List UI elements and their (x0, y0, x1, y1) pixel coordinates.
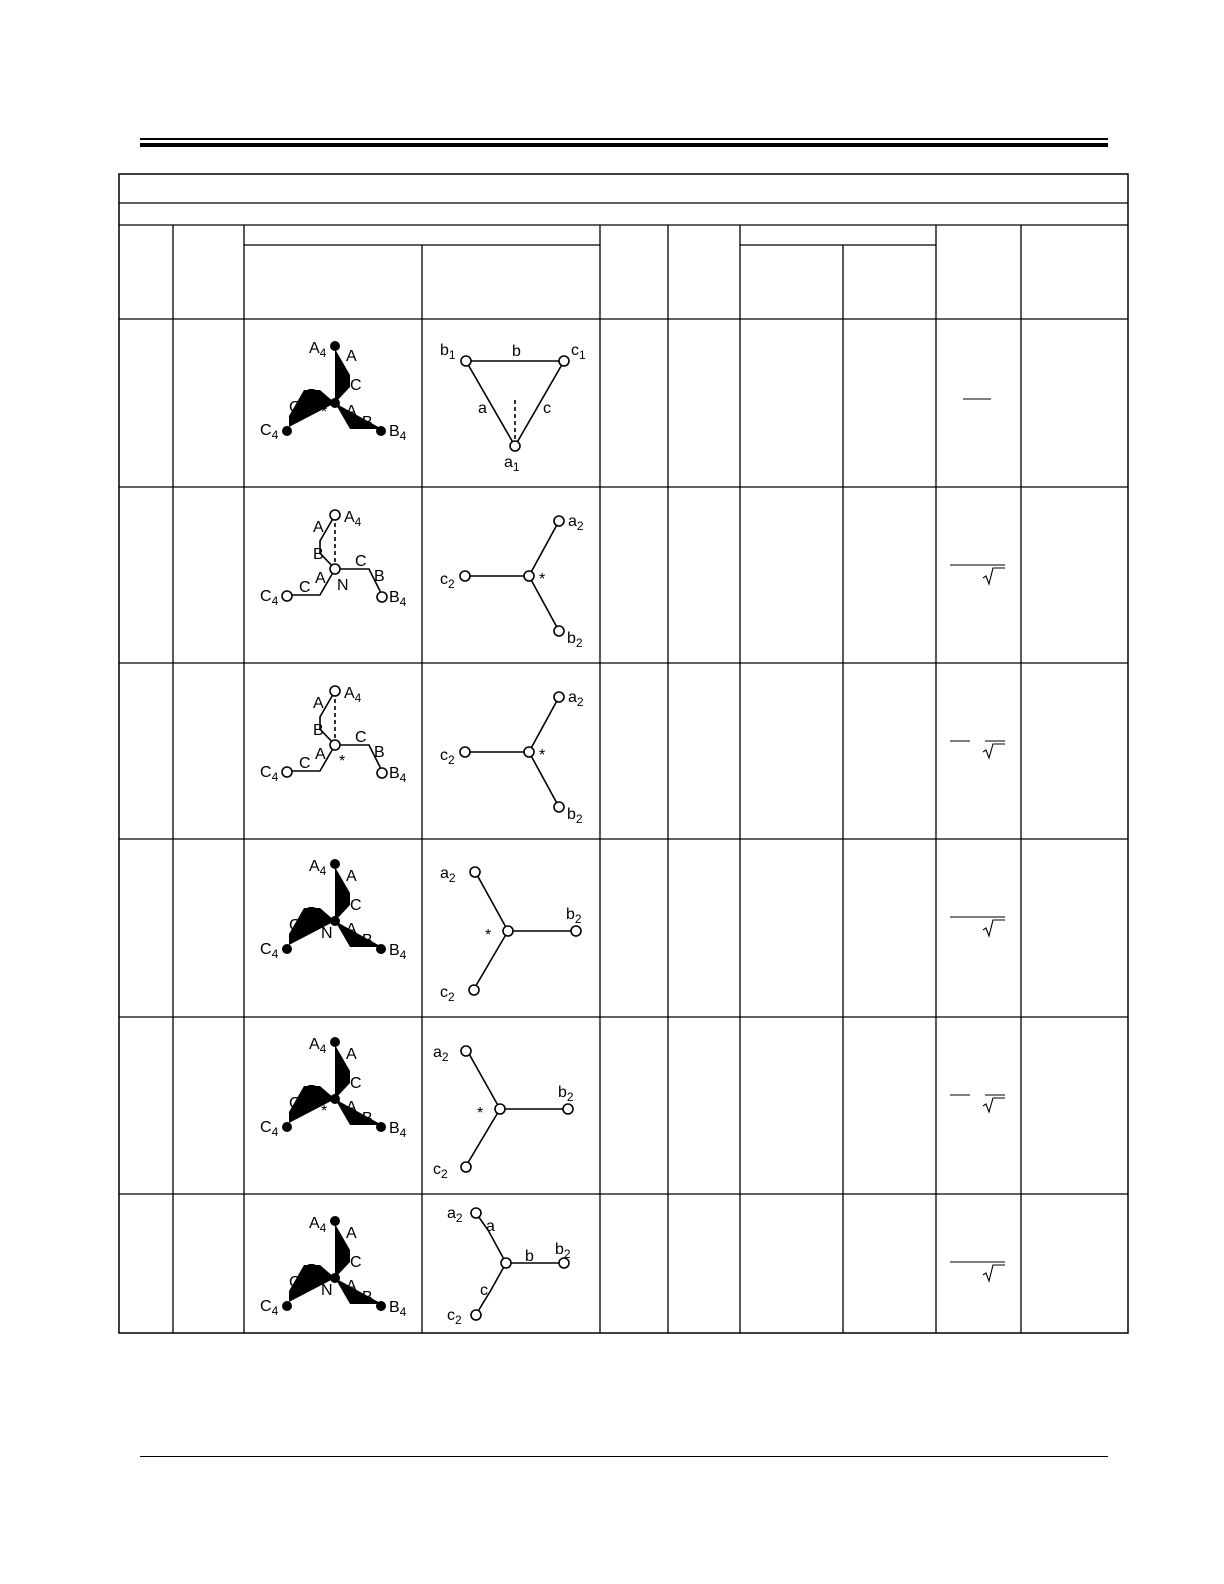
label-B4: $B_4$ (389, 423, 407, 443)
star-mark: * (477, 1105, 484, 1122)
label-C4: $C_4$ (260, 941, 279, 961)
label-b2: $b_2$ (567, 806, 583, 826)
label-A4: $A_4$ (309, 1036, 327, 1056)
label-c1: $c_1$ (571, 342, 586, 362)
label-A: A (346, 1225, 357, 1242)
star-mark: * (321, 1103, 328, 1120)
label-C4: $C_4$ (260, 1119, 279, 1139)
label-A4: $A_4$ (309, 1215, 327, 1235)
star-mark: * (339, 753, 346, 770)
label-B: B (307, 387, 318, 404)
hv-winding-diagram-2 (260, 509, 407, 609)
label-A: A (315, 746, 326, 763)
label-B: B (362, 1289, 373, 1306)
label-a: a (478, 400, 487, 417)
label-b2: $b_2$ (555, 1241, 571, 1261)
label-C: C (299, 579, 311, 596)
label-B: B (307, 1262, 318, 1279)
label-a2: $a_2$ (433, 1044, 449, 1064)
label-b: b (525, 1248, 534, 1265)
label-N: N (321, 925, 333, 942)
table-grid (119, 174, 1128, 1333)
label-B: B (362, 932, 373, 949)
lv-winding-diagram-4 (440, 865, 582, 1004)
label-a2: $a_2$ (568, 689, 584, 709)
label-A: A (346, 1099, 357, 1116)
label-A4: $A_4$ (344, 685, 362, 705)
label-B: B (313, 546, 324, 563)
ratio-radical-6 (950, 1262, 1005, 1281)
label-C: C (350, 1254, 362, 1271)
label-B4: $B_4$ (389, 1299, 407, 1319)
label-B: B (374, 744, 385, 761)
label-c2: $c_2$ (447, 1307, 462, 1327)
label-c2: $c_2$ (440, 984, 455, 1004)
label-b2: $b_2$ (566, 906, 582, 926)
label-a: a (486, 1218, 495, 1235)
label-c2: $c_2$ (440, 571, 455, 591)
lv-winding-diagram-5 (433, 1044, 574, 1181)
hv-winding-diagram-1 (260, 340, 407, 443)
label-C4: $C_4$ (260, 422, 279, 442)
label-A: A (313, 519, 324, 536)
label-B4: $B_4$ (389, 765, 407, 785)
label-c2: $c_2$ (433, 1161, 448, 1181)
footer-rule (140, 1456, 1108, 1457)
lv-winding-diagram-6 (447, 1205, 571, 1327)
label-B: B (362, 414, 373, 431)
label-A4: $A_4$ (309, 340, 327, 360)
label-B: B (307, 1083, 318, 1100)
label-A: A (346, 921, 357, 938)
ratio-radical-2 (950, 565, 1005, 584)
label-A: A (346, 348, 357, 365)
label-A: A (315, 570, 326, 587)
label-C: C (289, 1095, 301, 1112)
label-A: A (346, 1046, 357, 1063)
label-a2: $a_2$ (568, 513, 584, 533)
star-mark: * (321, 404, 328, 421)
hv-winding-diagram-6 (260, 1215, 407, 1319)
label-B4: $B_4$ (389, 942, 407, 962)
label-B: B (374, 568, 385, 585)
label-b2: $b_2$ (567, 630, 583, 650)
label-b2: $b_2$ (558, 1084, 574, 1104)
label-C4: $C_4$ (260, 588, 279, 608)
label-B4: $B_4$ (389, 1120, 407, 1140)
label-A: A (346, 1278, 357, 1295)
star-mark: * (539, 571, 546, 588)
lv-winding-diagram-1 (440, 342, 586, 474)
label-c: c (480, 1282, 488, 1299)
star-mark: * (485, 927, 492, 944)
label-C: C (289, 1274, 301, 1291)
label-N: N (337, 577, 349, 594)
ratio-radical-3 (950, 741, 1005, 758)
label-A: A (346, 403, 357, 420)
star-mark: * (539, 747, 546, 764)
label-a1: $a_1$ (504, 454, 520, 474)
label-C: C (355, 729, 367, 746)
lv-winding-diagram-2 (440, 513, 584, 650)
label-C4: $C_4$ (260, 1298, 279, 1318)
label-B: B (362, 1110, 373, 1127)
label-A4: $A_4$ (344, 509, 362, 529)
label-C4: $C_4$ (260, 764, 279, 784)
label-c2: $c_2$ (440, 747, 455, 767)
label-a2: $a_2$ (447, 1205, 463, 1225)
ratio-radical-5 (950, 1095, 1005, 1112)
label-b1: $b_1$ (440, 342, 456, 362)
label-B: B (307, 905, 318, 922)
ratio-radical-4 (950, 917, 1005, 936)
lv-winding-diagram-3 (440, 689, 584, 826)
hv-winding-diagram-5 (260, 1036, 407, 1140)
hv-winding-diagram-4 (260, 858, 407, 962)
label-C: C (299, 755, 311, 772)
label-B4: $B_4$ (389, 589, 407, 609)
label-C: C (355, 553, 367, 570)
hv-winding-diagram-3 (260, 685, 407, 785)
label-C: C (350, 897, 362, 914)
label-A4: $A_4$ (309, 858, 327, 878)
label-a2: $a_2$ (440, 865, 456, 885)
label-A: A (313, 695, 324, 712)
label-c: c (543, 400, 551, 417)
label-C: C (350, 377, 362, 394)
label-C: C (289, 917, 301, 934)
label-C: C (350, 1075, 362, 1092)
label-N: N (321, 1282, 333, 1299)
label-C: C (289, 399, 301, 416)
label-b: b (512, 343, 521, 360)
label-A: A (346, 868, 357, 885)
label-B: B (313, 722, 324, 739)
